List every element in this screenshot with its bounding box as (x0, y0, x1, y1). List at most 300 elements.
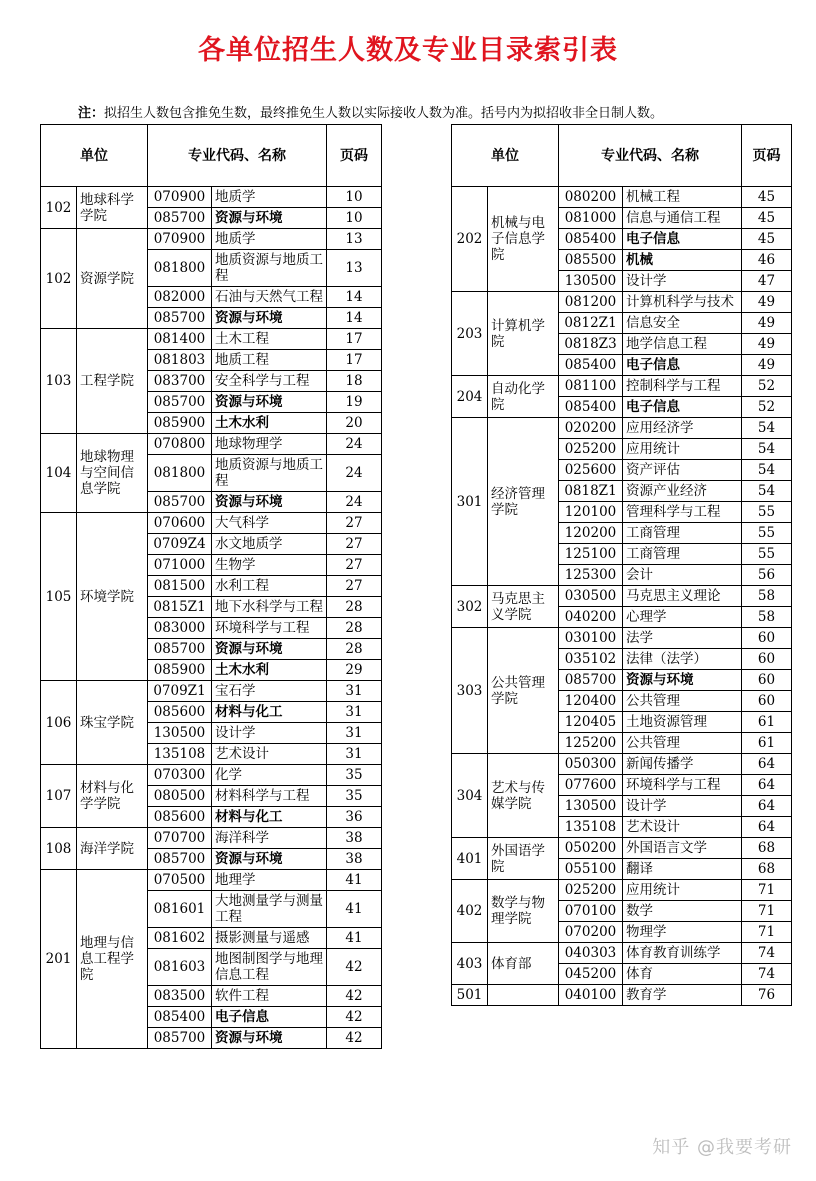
major-name: 马克思主义理论 (623, 586, 742, 607)
page-number: 54 (742, 460, 792, 481)
page-number: 64 (742, 796, 792, 817)
table-row (41, 513, 382, 534)
table-row (452, 292, 792, 313)
major-name: 土地资源管理 (623, 712, 742, 733)
unit-name: 地球物理与空间信息学院 (77, 434, 148, 513)
major-code: 081100 (559, 376, 623, 397)
unit-number: 103 (41, 329, 77, 434)
major-code: 130500 (148, 723, 212, 744)
index-table-right (451, 124, 792, 1006)
page-number: 42 (327, 986, 382, 1007)
major-name: 材料与化工 (212, 807, 327, 828)
unit-name: 计算机学院 (488, 292, 559, 376)
major-code: 125300 (559, 565, 623, 586)
major-name: 化学 (212, 765, 327, 786)
page-number: 61 (742, 712, 792, 733)
major-name: 摄影测量与遥感 (212, 928, 327, 949)
major-code: 030500 (559, 586, 623, 607)
header-page: 页码 (327, 125, 382, 187)
page-number: 46 (742, 250, 792, 271)
table-row (452, 880, 792, 901)
table-row (452, 985, 792, 1006)
page-number: 64 (742, 817, 792, 838)
page-number: 28 (327, 639, 382, 660)
major-name: 宝石学 (212, 681, 327, 702)
page-number: 56 (742, 565, 792, 586)
major-name: 软件工程 (212, 986, 327, 1007)
unit-number: 501 (452, 985, 488, 1006)
major-code: 081200 (559, 292, 623, 313)
major-name: 新闻传播学 (623, 754, 742, 775)
major-code: 083000 (148, 618, 212, 639)
unit-number: 201 (41, 870, 77, 1049)
major-code: 081000 (559, 208, 623, 229)
page-number: 58 (742, 586, 792, 607)
major-name: 安全科学与工程 (212, 371, 327, 392)
page-number: 36 (327, 807, 382, 828)
unit-number: 303 (452, 628, 488, 754)
unit-name: 机械与电子信息学院 (488, 187, 559, 292)
header-unit: 单位 (452, 125, 559, 187)
major-name: 海洋科学 (212, 828, 327, 849)
major-code: 085700 (148, 849, 212, 870)
table-row (452, 586, 792, 607)
page-number: 24 (327, 492, 382, 513)
major-name: 地图制图学与地理信息工程 (212, 949, 327, 986)
major-name: 体育 (623, 964, 742, 985)
unit-name: 材料与化学学院 (77, 765, 148, 828)
major-name: 设计学 (623, 796, 742, 817)
page-number: 54 (742, 481, 792, 502)
unit-number: 301 (452, 418, 488, 586)
major-name: 公共管理 (623, 691, 742, 712)
major-name: 资源与环境 (212, 208, 327, 229)
unit-number: 102 (41, 187, 77, 229)
major-name: 会计 (623, 565, 742, 586)
major-code: 085400 (559, 397, 623, 418)
page-number: 27 (327, 513, 382, 534)
major-name: 资源与环境 (212, 308, 327, 329)
page-number: 35 (327, 765, 382, 786)
major-name: 土木水利 (212, 413, 327, 434)
major-code: 085600 (148, 807, 212, 828)
table-row (452, 376, 792, 397)
unit-name: 体育部 (488, 943, 559, 985)
major-name: 地学信息工程 (623, 334, 742, 355)
page-number: 54 (742, 439, 792, 460)
page-number: 42 (327, 949, 382, 986)
note-label: 注： (78, 106, 105, 121)
major-code: 070700 (148, 828, 212, 849)
page-number: 45 (742, 187, 792, 208)
page-number: 54 (742, 418, 792, 439)
major-code: 135108 (148, 744, 212, 765)
major-code: 0812Z1 (559, 313, 623, 334)
unit-number: 108 (41, 828, 77, 870)
major-code: 085700 (148, 392, 212, 413)
major-name: 计算机科学与技术 (623, 292, 742, 313)
major-code: 085500 (559, 250, 623, 271)
major-name: 电子信息 (623, 355, 742, 376)
major-name: 机械工程 (623, 187, 742, 208)
page-number: 13 (327, 229, 382, 250)
page-number: 45 (742, 229, 792, 250)
table-row (452, 838, 792, 859)
major-code: 070900 (148, 229, 212, 250)
unit-number: 304 (452, 754, 488, 838)
major-code: 085900 (148, 660, 212, 681)
major-name: 工商管理 (623, 523, 742, 544)
major-code: 070100 (559, 901, 623, 922)
major-code: 020200 (559, 418, 623, 439)
header-major: 专业代码、名称 (559, 125, 742, 187)
unit-number: 102 (41, 229, 77, 329)
page-number: 13 (327, 250, 382, 287)
page-number: 60 (742, 691, 792, 712)
header-unit: 单位 (41, 125, 148, 187)
major-name: 艺术设计 (212, 744, 327, 765)
major-name: 外国语言文学 (623, 838, 742, 859)
table-body-right (452, 187, 792, 1006)
major-name: 土木水利 (212, 660, 327, 681)
page-number: 10 (327, 208, 382, 229)
major-name: 数学 (623, 901, 742, 922)
page-number: 45 (742, 208, 792, 229)
unit-number: 402 (452, 880, 488, 943)
unit-number: 104 (41, 434, 77, 513)
header-page: 页码 (742, 125, 792, 187)
major-name: 资源与环境 (212, 849, 327, 870)
note (78, 102, 663, 121)
page-number: 28 (327, 618, 382, 639)
unit-name: 数学与物理学院 (488, 880, 559, 943)
major-code: 040303 (559, 943, 623, 964)
page-number: 74 (742, 943, 792, 964)
major-code: 081800 (148, 455, 212, 492)
major-name: 水文地质学 (212, 534, 327, 555)
page-number: 64 (742, 775, 792, 796)
page-number: 52 (742, 397, 792, 418)
page-number: 52 (742, 376, 792, 397)
page-number: 18 (327, 371, 382, 392)
major-code: 055100 (559, 859, 623, 880)
major-name: 艺术设计 (623, 817, 742, 838)
unit-number: 302 (452, 586, 488, 628)
page-number: 14 (327, 287, 382, 308)
page-number: 71 (742, 901, 792, 922)
page-number: 41 (327, 928, 382, 949)
major-name: 设计学 (212, 723, 327, 744)
page-number: 19 (327, 392, 382, 413)
major-code: 080500 (148, 786, 212, 807)
page-number: 38 (327, 828, 382, 849)
major-name: 环境科学与工程 (623, 775, 742, 796)
page-number: 41 (327, 891, 382, 928)
unit-number: 106 (41, 681, 77, 765)
major-code: 070300 (148, 765, 212, 786)
major-code: 085400 (148, 1007, 212, 1028)
page-number: 49 (742, 313, 792, 334)
major-code: 083500 (148, 986, 212, 1007)
page-number: 31 (327, 744, 382, 765)
page-number: 38 (327, 849, 382, 870)
major-name: 资产评估 (623, 460, 742, 481)
page-number: 71 (742, 880, 792, 901)
unit-name: 珠宝学院 (77, 681, 148, 765)
unit-name: 自动化学院 (488, 376, 559, 418)
page-number: 58 (742, 607, 792, 628)
page-number: 71 (742, 922, 792, 943)
major-name: 生物学 (212, 555, 327, 576)
major-code: 050300 (559, 754, 623, 775)
major-name: 物理学 (623, 922, 742, 943)
major-code: 081803 (148, 350, 212, 371)
note-text: 拟招生人数包含推免生数，最终推免生人数以实际接收人数为准。括号内为拟招收非全日制人数。 (104, 106, 664, 121)
major-code: 070200 (559, 922, 623, 943)
major-code: 085700 (148, 492, 212, 513)
major-name: 资源与环境 (212, 639, 327, 660)
page-number: 68 (742, 838, 792, 859)
page-number: 27 (327, 555, 382, 576)
major-name: 管理科学与工程 (623, 502, 742, 523)
major-code: 085700 (148, 208, 212, 229)
major-name: 地质资源与地质工程 (212, 455, 327, 492)
unit-number: 203 (452, 292, 488, 376)
major-code: 050200 (559, 838, 623, 859)
major-code: 071000 (148, 555, 212, 576)
page-number: 76 (742, 985, 792, 1006)
major-name: 电子信息 (623, 229, 742, 250)
major-name: 地球物理学 (212, 434, 327, 455)
unit-number: 204 (452, 376, 488, 418)
table-row (41, 681, 382, 702)
major-code: 125200 (559, 733, 623, 754)
major-code: 085600 (148, 702, 212, 723)
page-number: 60 (742, 628, 792, 649)
page-number: 49 (742, 355, 792, 376)
unit-name: 海洋学院 (77, 828, 148, 870)
table-body-left (41, 187, 382, 1049)
table-row (41, 329, 382, 350)
major-code: 025600 (559, 460, 623, 481)
unit-name: 公共管理学院 (488, 628, 559, 754)
major-name: 应用统计 (623, 880, 742, 901)
major-code: 125100 (559, 544, 623, 565)
major-name: 资源与环境 (212, 492, 327, 513)
page-number: 55 (742, 544, 792, 565)
major-code: 040100 (559, 985, 623, 1006)
major-code: 083700 (148, 371, 212, 392)
major-code: 0818Z1 (559, 481, 623, 502)
major-code: 085900 (148, 413, 212, 434)
unit-name: 工程学院 (77, 329, 148, 434)
page-number: 24 (327, 434, 382, 455)
major-name: 电子信息 (623, 397, 742, 418)
header-row (452, 125, 792, 187)
page-number: 10 (327, 187, 382, 208)
major-code: 120405 (559, 712, 623, 733)
table-row (452, 943, 792, 964)
unit-name: 资源学院 (77, 229, 148, 329)
major-code: 130500 (559, 271, 623, 292)
table-row (41, 765, 382, 786)
major-name: 体育教育训练学 (623, 943, 742, 964)
major-name: 水利工程 (212, 576, 327, 597)
major-name: 地下水科学与工程 (212, 597, 327, 618)
page-number: 27 (327, 534, 382, 555)
unit-number: 401 (452, 838, 488, 880)
table-row (452, 418, 792, 439)
page-number: 49 (742, 334, 792, 355)
major-name: 工商管理 (623, 544, 742, 565)
major-name: 应用经济学 (623, 418, 742, 439)
page-number: 55 (742, 502, 792, 523)
major-code: 085700 (148, 308, 212, 329)
major-code: 120200 (559, 523, 623, 544)
major-code: 0815Z1 (148, 597, 212, 618)
major-code: 070500 (148, 870, 212, 891)
table-row (41, 870, 382, 891)
table-row (452, 628, 792, 649)
major-code: 070900 (148, 187, 212, 208)
page-number: 49 (742, 292, 792, 313)
major-name: 材料与化工 (212, 702, 327, 723)
header-row (41, 125, 382, 187)
page-number: 47 (742, 271, 792, 292)
major-name: 地质资源与地质工程 (212, 250, 327, 287)
major-code: 085700 (148, 1028, 212, 1049)
page-number: 29 (327, 660, 382, 681)
major-name: 公共管理 (623, 733, 742, 754)
page-number: 14 (327, 308, 382, 329)
unit-number: 105 (41, 513, 77, 681)
unit-name: 环境学院 (77, 513, 148, 681)
table-row (41, 187, 382, 208)
major-name: 地质学 (212, 187, 327, 208)
major-code: 135108 (559, 817, 623, 838)
table-row (41, 828, 382, 849)
major-code: 130500 (559, 796, 623, 817)
major-code: 081400 (148, 329, 212, 350)
major-code: 081800 (148, 250, 212, 287)
major-name: 应用统计 (623, 439, 742, 460)
page-number: 17 (327, 350, 382, 371)
major-code: 0709Z1 (148, 681, 212, 702)
major-name: 资源与环境 (212, 1028, 327, 1049)
major-name: 大气科学 (212, 513, 327, 534)
index-table-left (40, 124, 382, 1049)
major-name: 设计学 (623, 271, 742, 292)
unit-name: 马克思主义学院 (488, 586, 559, 628)
major-name: 信息与通信工程 (623, 208, 742, 229)
major-name: 法律（法学） (623, 649, 742, 670)
table-row (41, 434, 382, 455)
major-name: 机械 (623, 250, 742, 271)
page-number: 60 (742, 670, 792, 691)
page-number: 41 (327, 870, 382, 891)
major-code: 070800 (148, 434, 212, 455)
page-number: 64 (742, 754, 792, 775)
major-name: 资源与环境 (623, 670, 742, 691)
unit-number: 403 (452, 943, 488, 985)
major-code: 085400 (559, 355, 623, 376)
major-name: 地理学 (212, 870, 327, 891)
page-number: 20 (327, 413, 382, 434)
major-name: 电子信息 (212, 1007, 327, 1028)
major-code: 040200 (559, 607, 623, 628)
page-number: 68 (742, 859, 792, 880)
major-name: 材料科学与工程 (212, 786, 327, 807)
unit-name: 地球科学学院 (77, 187, 148, 229)
major-code: 085700 (559, 670, 623, 691)
major-name: 控制科学与工程 (623, 376, 742, 397)
major-code: 081500 (148, 576, 212, 597)
page-number: 24 (327, 455, 382, 492)
major-code: 082000 (148, 287, 212, 308)
major-name: 大地测量学与测量工程 (212, 891, 327, 928)
major-code: 030100 (559, 628, 623, 649)
unit-name: 艺术与传媒学院 (488, 754, 559, 838)
major-code: 081602 (148, 928, 212, 949)
page-number: 60 (742, 649, 792, 670)
major-code: 077600 (559, 775, 623, 796)
major-code: 085700 (148, 639, 212, 660)
major-code: 045200 (559, 964, 623, 985)
unit-name (488, 985, 559, 1006)
watermark: 知乎 @我要考研 (652, 1137, 792, 1158)
major-name: 土木工程 (212, 329, 327, 350)
unit-name: 地理与信息工程学院 (77, 870, 148, 1049)
major-name: 教育学 (623, 985, 742, 1006)
major-code: 035102 (559, 649, 623, 670)
major-name: 地质工程 (212, 350, 327, 371)
major-name: 心理学 (623, 607, 742, 628)
major-name: 资源与环境 (212, 392, 327, 413)
page-number: 42 (327, 1028, 382, 1049)
table-row (452, 187, 792, 208)
major-name: 翻译 (623, 859, 742, 880)
major-code: 0709Z4 (148, 534, 212, 555)
page-number: 35 (327, 786, 382, 807)
major-name: 法学 (623, 628, 742, 649)
page-number: 28 (327, 597, 382, 618)
unit-name: 外国语学院 (488, 838, 559, 880)
major-name: 石油与天然气工程 (212, 287, 327, 308)
unit-number: 107 (41, 765, 77, 828)
major-code: 080200 (559, 187, 623, 208)
page-number: 61 (742, 733, 792, 754)
page-number: 42 (327, 1007, 382, 1028)
page-number: 31 (327, 723, 382, 744)
page-number: 17 (327, 329, 382, 350)
table-row (41, 229, 382, 250)
unit-number: 202 (452, 187, 488, 292)
major-code: 070600 (148, 513, 212, 534)
major-name: 地质学 (212, 229, 327, 250)
header-major: 专业代码、名称 (148, 125, 327, 187)
major-code: 081601 (148, 891, 212, 928)
major-name: 环境科学与工程 (212, 618, 327, 639)
major-code: 025200 (559, 439, 623, 460)
major-code: 025200 (559, 880, 623, 901)
page-number: 27 (327, 576, 382, 597)
major-code: 081603 (148, 949, 212, 986)
major-name: 信息安全 (623, 313, 742, 334)
major-code: 120100 (559, 502, 623, 523)
major-code: 120400 (559, 691, 623, 712)
page-title: 各单位招生人数及专业目录索引表 (198, 35, 618, 66)
major-name: 资源产业经济 (623, 481, 742, 502)
